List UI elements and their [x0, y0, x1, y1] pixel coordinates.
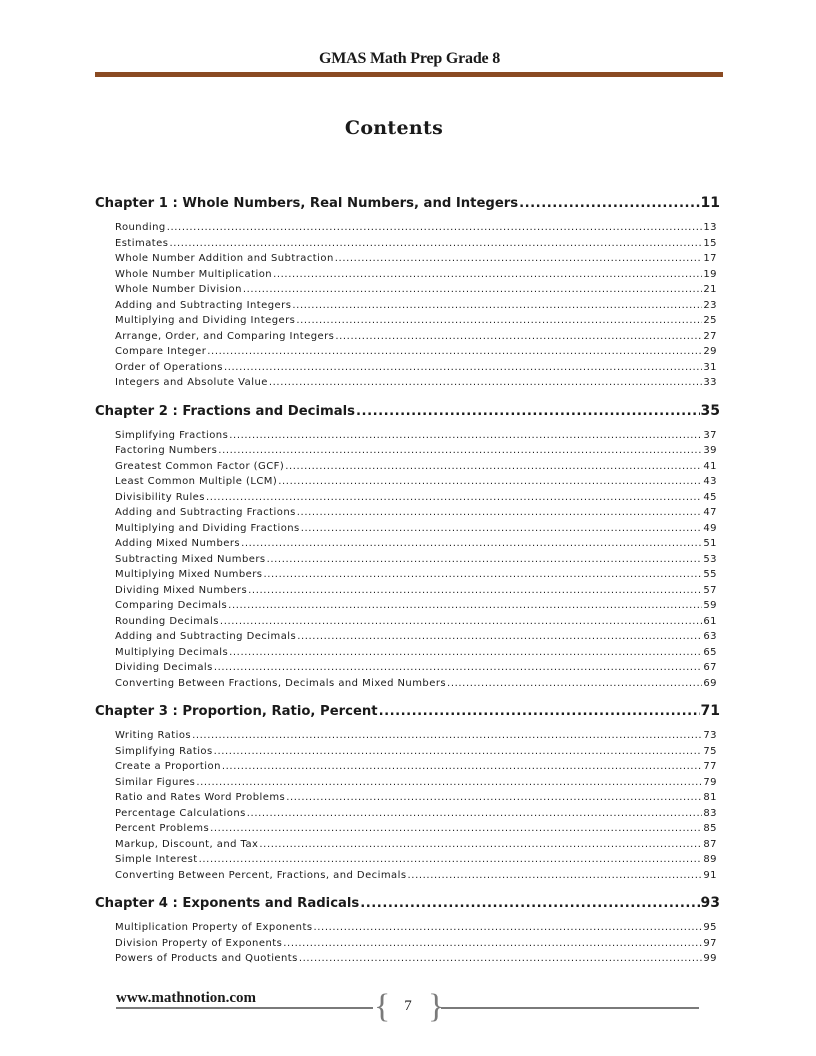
- toc-entry[interactable]: [95, 236, 720, 252]
- toc-entry[interactable]: [95, 821, 720, 837]
- toc-chapter-page: 93: [700, 895, 720, 911]
- header-title: GMAS Math Prep Grade 8: [318, 50, 501, 67]
- toc-entry-title: Adding Mixed Numbers: [115, 538, 241, 549]
- toc-entry-title: Adding and Subtracting Decimals: [115, 631, 297, 642]
- toc-entry[interactable]: [95, 298, 720, 314]
- toc-entry-page: 79: [703, 776, 717, 788]
- toc-leader-dots: [269, 375, 703, 391]
- toc-entry-title: Simplifying Ratios: [115, 745, 213, 757]
- toc-entry-title: Percent Problems: [115, 823, 210, 834]
- toc-entry-page: 21: [703, 284, 717, 295]
- toc-entry-title: Whole Number Multiplication: [115, 268, 273, 280]
- toc-leader-dots: [299, 951, 703, 967]
- toc-entry-page: 59: [703, 600, 717, 611]
- toc-leader-dots: [278, 474, 702, 490]
- toc-entry-page: 37: [703, 429, 717, 441]
- toc-entry[interactable]: [95, 790, 720, 806]
- toc-entry[interactable]: [95, 868, 720, 884]
- toc-leader-dots: [408, 868, 703, 884]
- footer-url[interactable]: www.mathnotion.com: [116, 990, 257, 1006]
- toc-entry-title: Multiplying Decimals: [115, 646, 229, 658]
- toc-chapter-title: Chapter 2 : Fractions and Decimals: [95, 403, 356, 419]
- toc-entry-title: Multiplying and Dividing Fractions: [115, 522, 300, 534]
- toc-entry[interactable]: [95, 629, 720, 645]
- toc-entry-page: 89: [703, 854, 717, 865]
- toc-leader-dots: [273, 267, 702, 283]
- toc-entry[interactable]: [95, 676, 720, 692]
- toc-leader-dots: [447, 676, 702, 692]
- toc-entry[interactable]: [95, 313, 720, 329]
- toc-leader-dots: [224, 360, 702, 376]
- toc-entry-title: Division Property of Exponents: [115, 937, 283, 949]
- toc-leader-dots: [356, 398, 699, 426]
- toc-leader-dots: [241, 536, 702, 552]
- toc-entry-page: 65: [703, 646, 717, 658]
- toc-entry[interactable]: [95, 837, 720, 853]
- toc-entry[interactable]: [95, 443, 720, 459]
- toc-entry-title: Multiplication Property of Exponents: [115, 922, 313, 933]
- toc-entry-page: 39: [703, 445, 717, 456]
- toc-entry[interactable]: [95, 220, 720, 236]
- toc-entry-page: 41: [703, 460, 717, 472]
- toc-leader-dots: [220, 614, 702, 630]
- toc-entry-page: 85: [703, 823, 717, 834]
- toc-entry-page: 69: [703, 677, 717, 689]
- toc-entry-page: 97: [703, 937, 717, 949]
- toc-chapter-page: 11: [700, 195, 720, 211]
- toc-entry-page: 95: [703, 922, 717, 933]
- toc-leader-dots: [229, 428, 702, 444]
- toc-entry[interactable]: [95, 645, 720, 661]
- toc-entry-page: 45: [703, 491, 717, 503]
- toc-entry-title: Factoring Numbers: [115, 445, 218, 456]
- toc-entry[interactable]: [95, 282, 720, 298]
- toc-entry[interactable]: [95, 567, 720, 583]
- toc-leader-dots: [283, 936, 702, 952]
- toc-entry-page: 81: [703, 792, 717, 803]
- toc-leader-dots: [297, 629, 702, 645]
- toc-chapter[interactable]: [95, 889, 720, 917]
- toc-leader-dots: [206, 490, 702, 506]
- toc-entry-page: 29: [703, 346, 717, 357]
- toc-entry-title: Multiplying and Dividing Integers: [115, 315, 296, 326]
- toc-entry[interactable]: [95, 459, 720, 475]
- toc-leader-dots: [247, 806, 703, 822]
- toc-entry-title: Ratio and Rates Word Problems: [115, 792, 286, 803]
- toc-entry-page: 49: [703, 522, 717, 534]
- toc-leader-dots: [313, 920, 702, 936]
- toc-entry[interactable]: [95, 344, 720, 360]
- toc-chapter-title: Chapter 3 : Proportion, Ratio, Percent: [95, 704, 378, 719]
- toc-entry-title: Multiplying Mixed Numbers: [115, 569, 263, 580]
- toc-entry-page: 91: [703, 869, 717, 881]
- header-rule: [95, 72, 723, 77]
- toc-entry[interactable]: [95, 660, 720, 676]
- toc-entry-title: Dividing Decimals: [115, 662, 213, 673]
- footer-rule-right: [441, 1007, 699, 1009]
- toc-entry-title: Least Common Multiple (LCM): [115, 476, 278, 487]
- toc-entry-page: 23: [703, 299, 717, 311]
- toc-entry-title: Create a Proportion: [115, 761, 221, 772]
- toc-entry-page: 67: [703, 662, 717, 673]
- toc-entry-title: Adding and Subtracting Fractions: [115, 507, 296, 518]
- toc-entry[interactable]: [95, 806, 720, 822]
- toc-entry-page: 83: [703, 807, 717, 819]
- toc-entry-title: Order of Operations: [115, 361, 223, 373]
- toc-leader-dots: [267, 552, 703, 568]
- toc-leader-dots: [228, 598, 702, 614]
- toc-entry[interactable]: [95, 744, 720, 760]
- toc-leader-dots: [192, 728, 702, 744]
- toc-entry-title: Markup, Discount, and Tax: [115, 838, 259, 850]
- toc-leader-dots: [286, 790, 702, 806]
- toc-entry-page: 17: [703, 253, 717, 264]
- toc-entry[interactable]: [95, 920, 720, 936]
- toc-entry-page: 13: [703, 222, 717, 233]
- toc-entry-title: Compare Integer: [115, 346, 207, 357]
- toc-leader-dots: [379, 698, 700, 726]
- toc-entry-title: Adding and Subtracting Integers: [115, 299, 292, 311]
- toc-entry-title: Estimates: [115, 237, 169, 249]
- toc-entry-page: 63: [703, 631, 717, 642]
- toc-entry-page: 43: [703, 476, 717, 487]
- toc-leader-dots: [210, 821, 702, 837]
- table-of-contents: [95, 189, 720, 973]
- toc-entry-title: Arrange, Order, and Comparing Integers: [115, 330, 335, 342]
- toc-entry-title: Powers of Products and Quotients: [115, 953, 298, 964]
- toc-leader-dots: [360, 890, 699, 918]
- toc-entry-page: 25: [703, 315, 717, 326]
- toc-entry[interactable]: [95, 951, 720, 967]
- toc-entry[interactable]: [95, 759, 720, 775]
- toc-entry[interactable]: [95, 360, 720, 376]
- toc-entry[interactable]: [95, 251, 720, 267]
- toc-leader-dots: [218, 443, 702, 459]
- toc-entry-page: 61: [703, 615, 717, 627]
- toc-chapter[interactable]: [95, 697, 720, 725]
- toc-entry[interactable]: [95, 852, 720, 868]
- toc-entry-page: 87: [703, 838, 717, 850]
- toc-entry[interactable]: [95, 583, 720, 599]
- toc-entry-title: Rounding: [115, 222, 166, 233]
- toc-leader-dots: [229, 645, 702, 661]
- toc-leader-dots: [167, 220, 703, 236]
- toc-leader-dots: [292, 298, 702, 314]
- toc-leader-dots: [222, 759, 703, 775]
- toc-entry-page: 53: [703, 553, 717, 565]
- toc-entry-title: Whole Number Addition and Subtraction: [115, 253, 334, 264]
- toc-leader-dots: [335, 251, 703, 267]
- toc-entry-page: 75: [703, 745, 717, 757]
- toc-entry[interactable]: [95, 490, 720, 506]
- toc-entry-page: 57: [703, 584, 717, 596]
- toc-entry-page: 99: [703, 953, 717, 964]
- toc-entry-title: Dividing Mixed Numbers: [115, 584, 248, 596]
- toc-entry-title: Rounding Decimals: [115, 615, 219, 627]
- toc-chapter-title: Chapter 1 : Whole Numbers, Real Numbers, and Integers: [95, 196, 519, 211]
- toc-entry-page: 73: [703, 730, 717, 741]
- toc-entry[interactable]: [95, 267, 720, 283]
- toc-chapter-title: Chapter 4 : Exponents and Radicals: [95, 896, 360, 911]
- toc-leader-dots: [519, 190, 699, 218]
- toc-leader-dots: [243, 282, 703, 298]
- toc-entry[interactable]: [95, 329, 720, 345]
- toc-entry-title: Converting Between Percent, Fractions, and Decimals: [115, 869, 407, 881]
- toc-entry-title: Divisibility Rules: [115, 491, 205, 503]
- toc-entry[interactable]: [95, 521, 720, 537]
- toc-entry[interactable]: [95, 505, 720, 521]
- contents-title: Contents: [344, 117, 444, 139]
- toc-entry[interactable]: [95, 474, 720, 490]
- toc-leader-dots: [301, 521, 703, 537]
- toc-entry-title: Simple Interest: [115, 854, 198, 865]
- toc-entry[interactable]: [95, 375, 720, 391]
- toc-entry-page: 27: [703, 330, 717, 342]
- toc-entry[interactable]: [95, 614, 720, 630]
- toc-entry-title: Converting Between Fractions, Decimals and Mixed Numbers: [115, 677, 447, 689]
- toc-entry[interactable]: [95, 936, 720, 952]
- toc-leader-dots: [199, 852, 703, 868]
- toc-leader-dots: [259, 837, 702, 853]
- page-number-brace-right: }: [428, 988, 445, 1025]
- toc-entry[interactable]: [95, 536, 720, 552]
- toc-entry-page: 77: [703, 761, 717, 772]
- toc-entry-page: 19: [703, 268, 717, 280]
- toc-chapter-page: 71: [700, 703, 720, 719]
- toc-entry-title: Percentage Calculations: [115, 807, 246, 819]
- toc-entry-title: Greatest Common Factor (GCF): [115, 460, 285, 472]
- toc-entry-page: 33: [703, 377, 717, 388]
- toc-entry[interactable]: [95, 775, 720, 791]
- toc-entry-page: 31: [703, 361, 717, 373]
- toc-leader-dots: [297, 505, 703, 521]
- toc-entry-title: Subtracting Mixed Numbers: [115, 553, 266, 565]
- toc-leader-dots: [214, 660, 703, 676]
- toc-entry-title: Similar Figures: [115, 776, 196, 788]
- toc-entry-title: Whole Number Division: [115, 284, 242, 295]
- toc-entry-title: Simplifying Fractions: [115, 429, 229, 441]
- page-number: 7: [404, 998, 412, 1014]
- toc-entry[interactable]: [95, 552, 720, 568]
- toc-entry[interactable]: [95, 728, 720, 744]
- toc-leader-dots: [196, 775, 702, 791]
- toc-entry-title: Integers and Absolute Value: [115, 377, 268, 388]
- toc-leader-dots: [285, 459, 702, 475]
- toc-leader-dots: [169, 236, 702, 252]
- toc-leader-dots: [214, 744, 703, 760]
- toc-leader-dots: [335, 329, 702, 345]
- footer-rule-left: [116, 1007, 373, 1009]
- toc-entry[interactable]: [95, 598, 720, 614]
- toc-entry-page: 15: [703, 237, 717, 249]
- toc-entry-title: Writing Ratios: [115, 730, 192, 741]
- page-number-brace-left: {: [374, 988, 391, 1025]
- toc-entry-title: Comparing Decimals: [115, 600, 228, 611]
- toc-chapter[interactable]: [95, 189, 720, 217]
- toc-leader-dots: [296, 313, 702, 329]
- toc-leader-dots: [248, 583, 702, 599]
- toc-chapter[interactable]: [95, 397, 720, 425]
- toc-leader-dots: [263, 567, 702, 583]
- toc-entry-page: 47: [703, 507, 717, 518]
- toc-chapter-page: 35: [700, 402, 720, 419]
- toc-leader-dots: [207, 344, 702, 360]
- toc-entry-page: 51: [703, 538, 717, 549]
- toc-entry[interactable]: [95, 428, 720, 444]
- toc-entry-page: 55: [703, 569, 717, 580]
